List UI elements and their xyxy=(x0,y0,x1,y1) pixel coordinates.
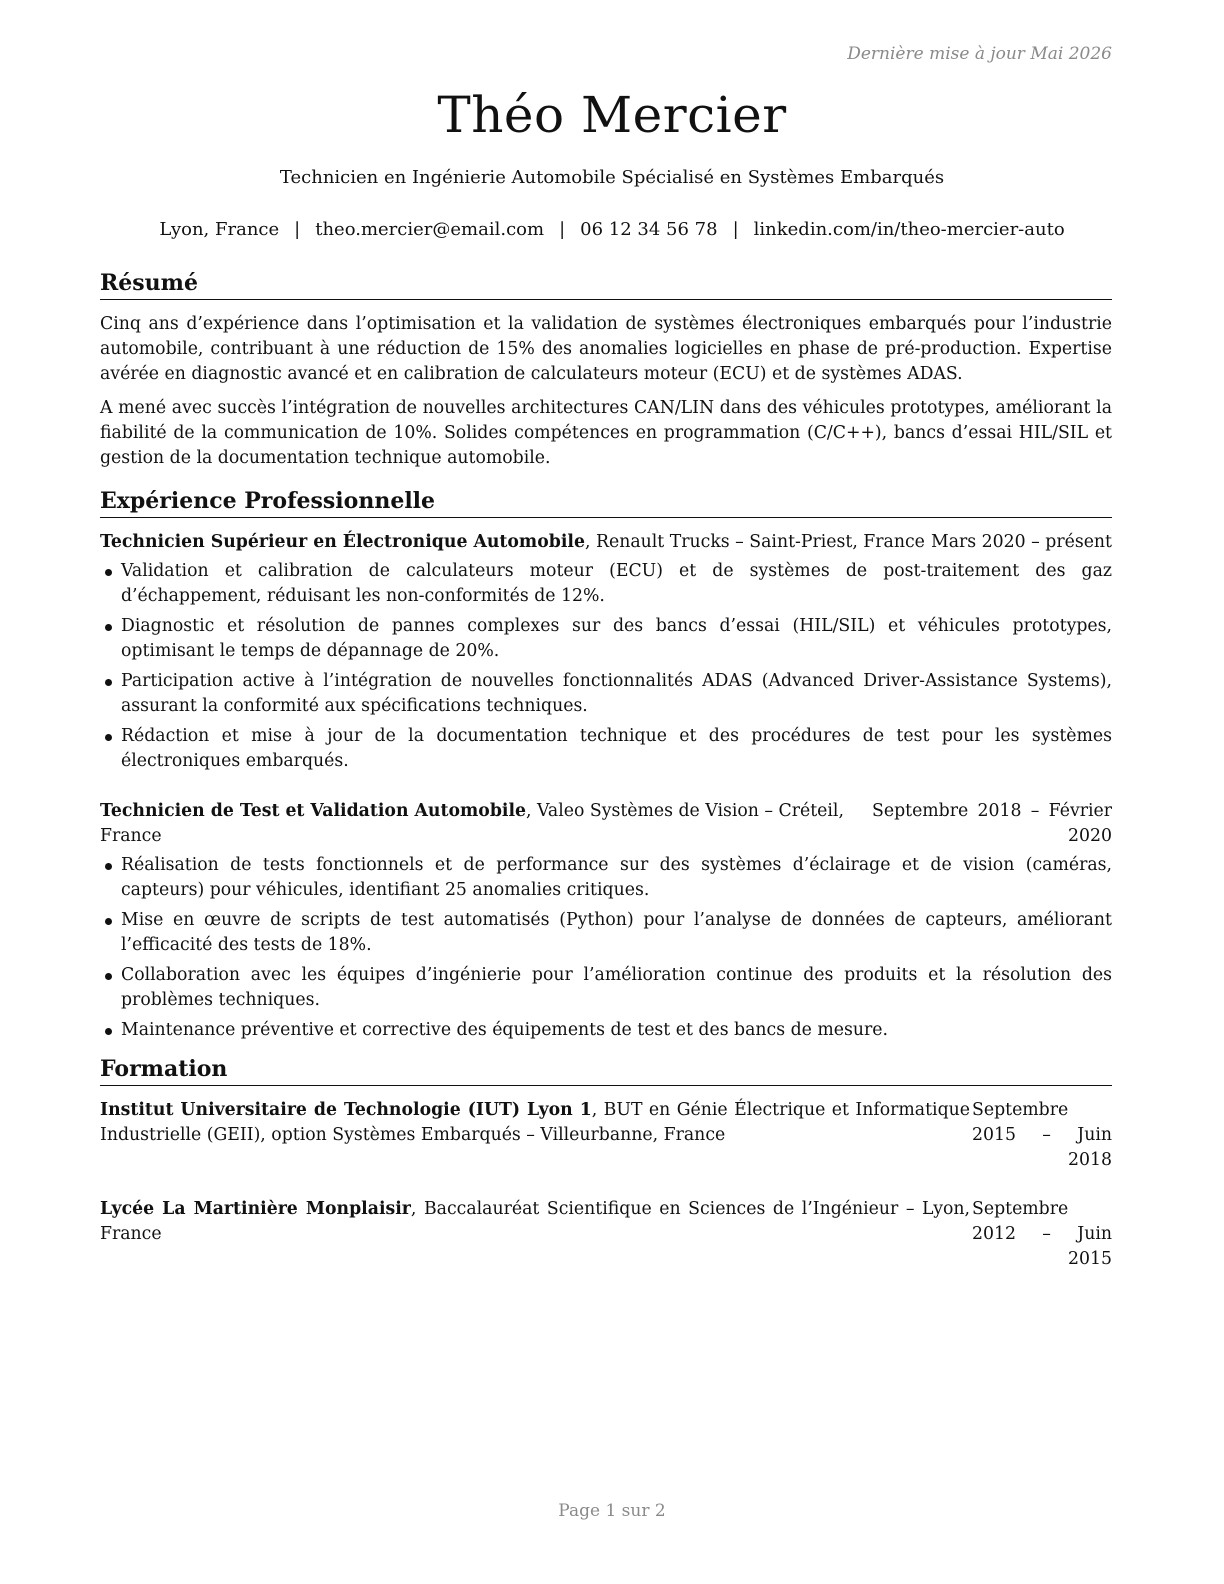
school-name: Institut Universitaire de Technologie (IUT) Lyon 1 xyxy=(100,1100,592,1120)
summary-heading: Résumé xyxy=(100,268,1112,300)
education-entry xyxy=(100,1098,1112,1173)
summary-paragraph: A mené avec succès l’intégration de nouvelles architectures CAN/LIN dans des véhicules prototypes, améliorant la fiabilité de la communication de 10%. Solides compétences en programmation (C/C++), bancs d’essai HIL/SIL et gestion de la documentation technique automobile. xyxy=(100,398,1112,468)
list-item: Réalisation de tests fonctionnels et de performance sur des systèmes d’éclairage et de vision (caméras, capteurs) pour véhicules, identifiant 25 anomalies critiques. xyxy=(100,853,1112,903)
page-number: Page 1 sur 2 xyxy=(558,1501,666,1521)
list-item: Participation active à l’intégration de nouvelles fonctionnalités ADAS (Advanced Driver-Assistance Systems), assurant la conformité aux spécifications techniques. xyxy=(100,669,1112,719)
resume-content xyxy=(100,268,1112,1272)
job-bullets xyxy=(100,559,1112,774)
job-dates: Mars 2020 – présent xyxy=(931,532,1112,552)
experience-section xyxy=(100,486,1112,1043)
candidate-name: Théo Mercier xyxy=(437,86,787,144)
job-subtitle: Technicien en Ingénierie Automobile Spécialisé en Systèmes Embarqués xyxy=(279,167,945,188)
education-heading: Formation xyxy=(100,1054,1112,1086)
education-dates: Septembre 2012 – Juin 2015 xyxy=(972,1199,1112,1269)
list-item: Maintenance préventive et corrective des équipements de test et des bancs de mesure. xyxy=(100,1018,1112,1043)
job-entry xyxy=(100,530,1112,774)
contact-location: Lyon, France xyxy=(159,219,280,240)
job-company: , Valeo Systèmes de Vision – Créteil, France xyxy=(100,801,844,846)
job-dates: Septembre 2018 – Février 2020 xyxy=(872,801,1112,846)
job-entry xyxy=(100,799,1112,1043)
contact-line xyxy=(0,219,1224,240)
job-header xyxy=(100,530,1112,555)
job-bullets xyxy=(100,853,1112,1043)
separator: | xyxy=(559,219,566,240)
contact-linkedin[interactable]: linkedin.com/in/theo-mercier-auto xyxy=(753,219,1065,240)
last-updated: Dernière mise à jour Mai 2026 xyxy=(847,44,1112,64)
job-title: Technicien Supérieur en Électronique Automobile xyxy=(100,532,585,552)
list-item: Rédaction et mise à jour de la documentation technique et des procédures de test pour les systèmes électroniques embarqués. xyxy=(100,724,1112,774)
list-item: Collaboration avec les équipes d’ingénierie pour l’amélioration continue des produits et la résolution des problèmes techniques. xyxy=(100,963,1112,1013)
list-item: Mise en œuvre de scripts de test automatisés (Python) pour l’analyse de données de capteurs, améliorant l’efficacité des tests de 18%. xyxy=(100,908,1112,958)
summary-section xyxy=(100,268,1112,471)
experience-heading: Expérience Professionnelle xyxy=(100,486,1112,518)
school-name: Lycée La Martinière Monplaisir xyxy=(100,1199,411,1219)
job-company: , Renault Trucks – Saint-Priest, France xyxy=(584,532,925,552)
job-header xyxy=(100,799,1112,849)
education-entry xyxy=(100,1197,1112,1272)
education-dates: Septembre 2015 – Juin 2018 xyxy=(972,1100,1112,1170)
contact-email[interactable]: theo.mercier@email.com xyxy=(315,219,545,240)
separator: | xyxy=(732,219,739,240)
summary-paragraph: Cinq ans d’expérience dans l’optimisation et la validation de systèmes électroniques embarqués pour l’industrie automobile, contribuant à une réduction de 15% des anomalies logicielles en phase de pré-production. Expertise avérée en diagnostic avancé et en calibration de calculateurs moteur (ECU) et de systèmes ADAS. xyxy=(100,314,1112,384)
degree-detail: , Baccalauréat Scientifique en Sciences de l’Ingénieur – Lyon, France xyxy=(100,1199,970,1244)
separator: | xyxy=(294,219,301,240)
list-item: Validation et calibration de calculateurs moteur (ECU) et de systèmes de post-traitement des gaz d’échappement, réduisant les non-conformités de 12%. xyxy=(100,559,1112,609)
contact-phone[interactable]: 06 12 34 56 78 xyxy=(580,219,718,240)
education-section xyxy=(100,1054,1112,1272)
job-title: Technicien de Test et Validation Automobile xyxy=(100,801,527,821)
list-item: Diagnostic et résolution de pannes complexes sur des bancs d’essai (HIL/SIL) et véhicules prototypes, optimisant le temps de dépannage de 20%. xyxy=(100,614,1112,664)
degree-detail: , BUT en Génie Électrique et Informatique Industrielle (GEII), option Systèmes Embarqués – Villeurbanne, France xyxy=(100,1100,970,1145)
